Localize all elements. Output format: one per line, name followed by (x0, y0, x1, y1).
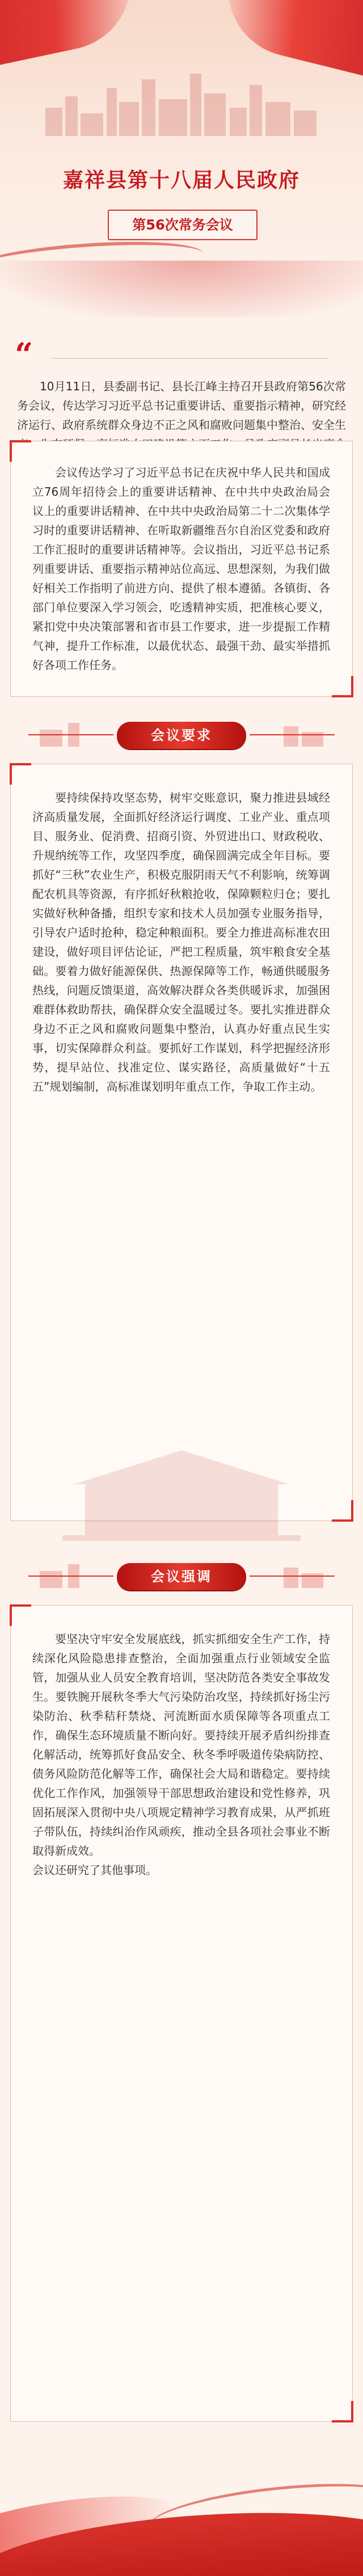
summary-card (10, 441, 353, 697)
section-heading-requirements (0, 708, 363, 759)
section-heading-label: 会议要求 (151, 727, 212, 743)
building-illustration (62, 1450, 301, 1541)
card-corner-decoration (10, 1604, 31, 1626)
requirements-paragraph: 要持续保持攻坚态势，树牢交账意识，聚力推进县域经济高质量发展，全面抓好经济运行调度、工业产业、重点项目、服务业、促消费、招商引资、外贸进出口、财政税收、升规纳统等工作，攻坚四季度，确保圆满完成全年目标。要抓好“三秋”农业生产，积极克服阴雨天气不利影响，统筹调配农机具等资源，有序抓好秋粮抢收，保障颗粒归仓；要扎实做好秋种备播，组织专家和技术人员加强专业服务指导，引导农户适时抢种，稳定种粮面积。要全力推进高标准农田建设，做好项目评估论证，严把工程质量，筑牢粮食安全基础。要着力做好能源保供、热源保障等工作，畅通供暖服务热线，问题反馈渠道，高效解决群众各类供暖诉求，加强困难群体救助帮扶，确保群众安全温暖过冬。要扎实推进群众身边不正之风和腐败问题集中整治，认真办好重点民生实事，切实保障群众利益。要抓好工作谋划，科学把握经济形势，提早站位、找准定位、谋实路径，高质量做好“十五五”规划编制，高标准谋划明年重点工作，争取工作主动。 (32, 791, 330, 1093)
heading-line-left (28, 1576, 113, 1577)
banner-red-ribbon-left (0, 0, 143, 77)
card-corner-decoration (332, 676, 353, 697)
card-corner-decoration (10, 440, 31, 462)
emphasis-card (10, 1605, 353, 2422)
intro-paragraph: 10月11日，县委副书记、县长江峰主持召开县政府第56次常务会议，传达学习习近平总书记重要讲话、重要指示精神，研究经济运行、政府系统群众身边不正之风和腐败问题集中整治、安全生 (17, 380, 346, 432)
emphasis-paragraph: 要坚决守牢安全发展底线，抓实抓细安全生产工作，持续深化风险隐患排查整治，全面加强重点行业领域安全监管，加强从业人员安全教育培训，坚决防范各类安全事故发生。要铁腕开展秋冬季大气污染防治攻坚，持续抓好扬尘污染防治、秋季秸秆禁烧、河流断面水质保障等各项重点工作，确保生态环境质量不断向好。要持续开展矛盾纠纷排查化解活动，统筹抓好食品安全、秋冬季呼吸道传染病防控、债务风险防范化解等工作，确保社会大局和谐稳定。要持续优化工作作风，加强领导干部思想政治建设和党性修养，巩固拓展深入贯彻中央八项规定精神学习教育成果，从严抓班子带队伍，持续纠治作风顽疾，推动全县各项社会事业不断取得新成效。 会议还研究了其他事项。 (32, 1632, 330, 1877)
heading-line-left (28, 734, 113, 735)
intro-divider (51, 358, 329, 359)
summary-paragraph: 会议传达学习了习近平总书记在庆祝中华人民共和国成立76周年招待会上的重要讲话精神、在中共中央政治局会议上的重要讲话精神、在中共中央政治局第二十二次集体学习时的重要讲话精神、在听取新疆维吾尔自治区党委和政府工作汇报时的重要讲话精神等。会议指出，习近平总书记系列重要讲话、重要指示精神站位高远、思想深刻，为我们做好相关工作指明了前进方向、提供了根本遵循。各镇街、各部门单位要深入学习领会，吃透精神实质，把准核心要义，紧扣党中央决策部署和省市县工作要求，进一步提振工作精气神，提升工作标准，以最优状态、最强干劲、最实举措抓好各项工作任务。 (32, 466, 330, 672)
section-heading-pill (117, 722, 246, 749)
subtitle-box (108, 210, 258, 240)
heading-line-right (250, 734, 335, 735)
section-heading-pill (117, 1563, 246, 1590)
requirements-card (10, 764, 353, 1521)
card-corner-decoration (332, 1500, 353, 1522)
page-subtitle: 第56次常务会议 (132, 217, 233, 233)
footer-decoration (0, 2447, 363, 2576)
heading-line-right (250, 1576, 335, 1577)
card-corner-decoration (10, 763, 31, 785)
page-title: 嘉祥县第十八届人民政府 (62, 169, 300, 192)
banner-wave (0, 261, 363, 317)
quote-mark-icon: “ (15, 336, 33, 373)
section-heading-label: 会议强调 (151, 1569, 212, 1585)
card-corner-decoration (332, 2401, 353, 2422)
city-skyline-illustration (40, 68, 323, 136)
header-banner (0, 0, 363, 317)
section-heading-emphasis (0, 1549, 363, 1600)
